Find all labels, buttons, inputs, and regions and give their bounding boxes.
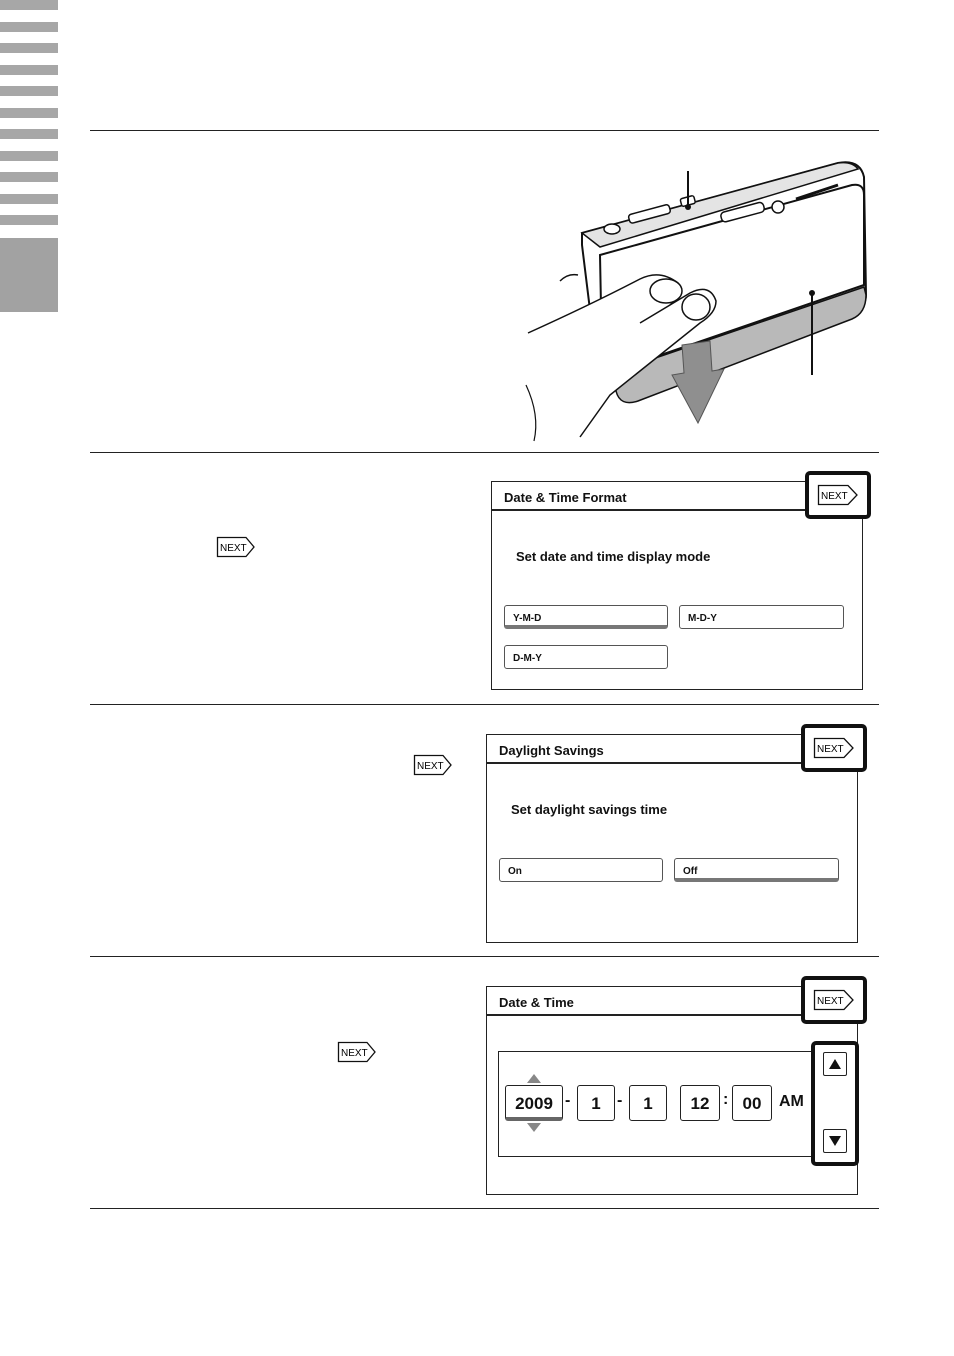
time-separator: : [723, 1091, 729, 1108]
hour-field[interactable]: 12 [680, 1085, 720, 1121]
section-divider [90, 704, 879, 705]
chapter-tab [0, 0, 58, 10]
next-icon-label: NEXT [417, 761, 444, 772]
date-separator: - [565, 1092, 571, 1109]
minute-field[interactable]: 00 [732, 1085, 772, 1121]
section-divider [90, 1208, 879, 1209]
section-divider [90, 956, 879, 957]
chapter-tab [0, 22, 58, 32]
camera-illustration [520, 155, 880, 445]
triangle-down-icon[interactable] [527, 1123, 541, 1132]
chapter-tab [0, 194, 58, 204]
next-icon-label: NEXT [220, 543, 247, 554]
option-ymd-button[interactable]: Y-M-D [504, 605, 668, 629]
next-icon [216, 536, 256, 558]
chapter-tab [0, 151, 58, 161]
option-mdy-button[interactable]: M-D-Y [679, 605, 844, 629]
next-button-highlight[interactable] [805, 471, 871, 519]
section-divider [90, 452, 879, 453]
next-icon [413, 754, 453, 776]
triangle-up-icon[interactable] [527, 1074, 541, 1083]
chapter-tab [0, 43, 58, 53]
scroll-up-button[interactable] [823, 1052, 847, 1076]
ampm-indicator[interactable]: AM [779, 1093, 804, 1110]
section-divider [90, 130, 879, 131]
screen-message: Set daylight savings time [511, 802, 668, 817]
scroll-down-button[interactable] [823, 1129, 847, 1153]
year-field[interactable]: 2009 [505, 1085, 563, 1121]
next-button-label: NEXT [821, 491, 848, 502]
date-separator: - [617, 1092, 623, 1109]
chapter-tab [0, 129, 58, 139]
screen-message: Set date and time display mode [516, 549, 711, 564]
next-icon [337, 1041, 377, 1063]
chapter-tab [0, 65, 58, 75]
screen-title: Date & Time Format [504, 490, 627, 505]
next-button-label: NEXT [817, 996, 844, 1007]
triangle-up-icon [829, 1059, 841, 1069]
next-button-highlight[interactable] [801, 724, 867, 772]
next-button-highlight[interactable] [801, 976, 867, 1024]
chapter-tab [0, 215, 58, 225]
triangle-down-icon [829, 1136, 841, 1146]
month-field[interactable]: 1 [577, 1085, 615, 1121]
option-dmy-button[interactable]: D-M-Y [504, 645, 668, 669]
screen-title: Daylight Savings [499, 743, 604, 758]
next-icon-label: NEXT [341, 1048, 368, 1059]
option-on-button[interactable]: On [499, 858, 663, 882]
next-arrow-icon [813, 737, 855, 759]
screen-title: Date & Time [499, 995, 574, 1010]
up-down-control-highlight [811, 1041, 859, 1166]
chapter-tab-active [0, 238, 58, 312]
next-button-label: NEXT [817, 744, 844, 755]
chapter-tab [0, 86, 58, 96]
next-arrow-icon [813, 989, 855, 1011]
chapter-tab [0, 172, 58, 182]
option-off-button[interactable]: Off [674, 858, 839, 882]
next-arrow-icon [817, 484, 859, 506]
chapter-tab [0, 108, 58, 118]
day-field[interactable]: 1 [629, 1085, 667, 1121]
